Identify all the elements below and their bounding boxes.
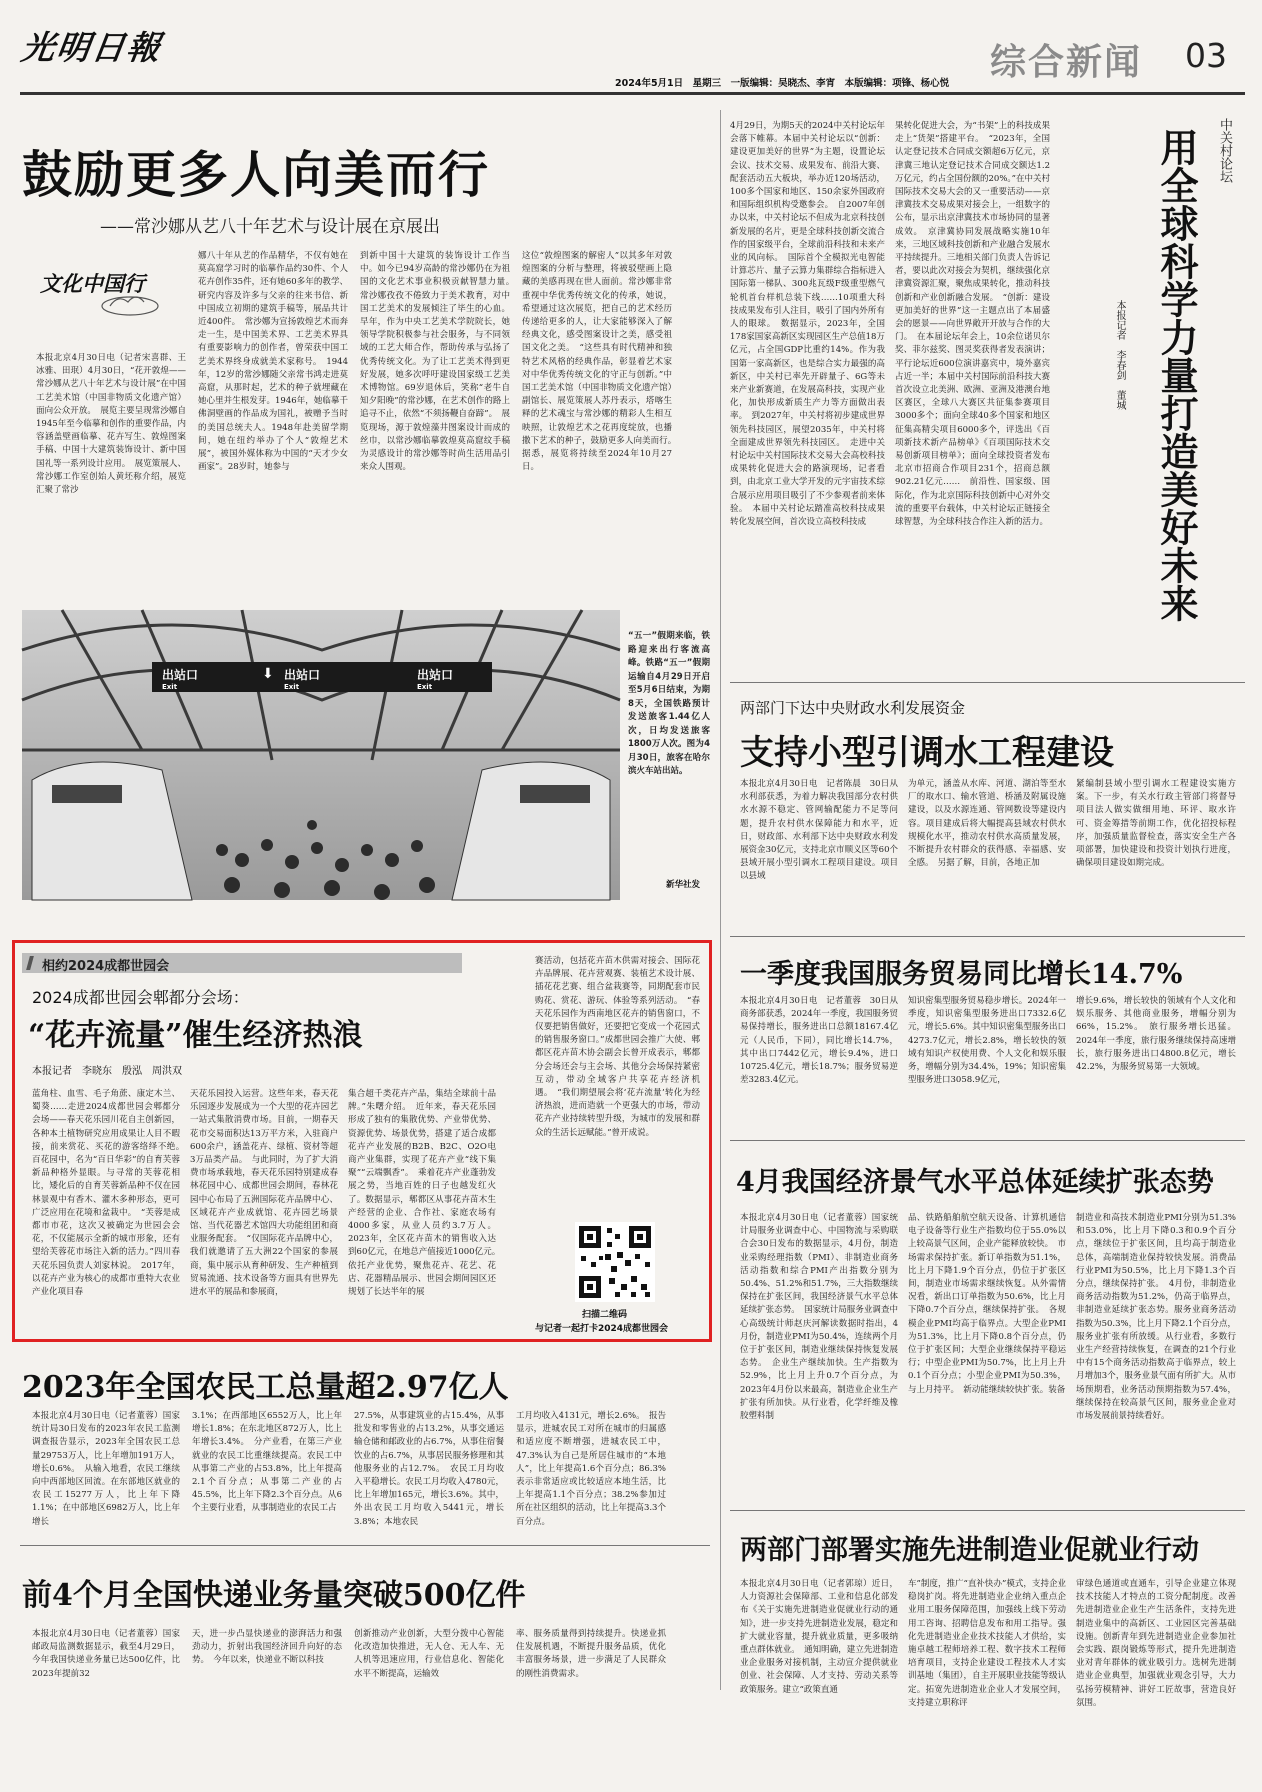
art3-col-2: 为单元，涵盖从水库、河道、湖泊等至水厂的取水口、输水管道、桥涵及附属设施建设，以及水源连通、管网数设等建设内容。项目建成后将大幅提高县域农村供水规模化水平，推动农村供水高质量发展，不断提升农村群众的获得感、幸福感、安全感。 另据了解，目前，各地正加 (908, 779, 1066, 869)
photo-credit: 新华社发 (666, 880, 701, 890)
art2-col-2: 果转化促进大会，为“书架”上的科技成果走上“货架”搭建平台。 “2023年，全国认定登记技术合同成交额超6万亿元，京津冀三地认定登记技术合同成交额达1.2万亿元，约占全国份额的20%。”在中关村国际技术交易大会的又一重要活动——京津冀技术交易成果对接会上，一组数字的公布，显示出京津冀技术市场协同的显著成效。 京津冀协同发展战略实施10年来，三地区域科技创新和产业融合发展水平持续提升。三地相关部门负责人告诉记者，要以此次对接会为契机，继续强化京津冀资源汇聚，聚焦成果转化，推动科技创新和产业创新融合发展。 “创新：建设更加美好的世界”这一主题点出了本届盛会的愿景——向世界敞开开放与合作的大门。 在本届论坛年会上，10余位诺贝尔奖、菲尔兹奖、图灵奖获得者发表演讲；平行论坛近600位演讲嘉宾中，境外嘉宾占近一半；本届中关村国际前沿科技大赛首次设立北美洲、欧洲、亚洲及港澳台地区赛区，全球八大赛区共征集参赛项目3000多个；面向全球40多个国家和地区征集高精尖项目6000多个，评选出《百项新技术新产品榜单》《百项国际技术交易创新项目榜单》；面向全球投资者发布北京市招商合作项目231个，招商总额902.21亿元…… 前沿性、国家级、国际化，作为北京国际科技创新中心对外交流的重要平台载体，中关村论坛正链接全球智慧，为全球科技合作注入新的活力。 (895, 121, 1050, 528)
article-headline: 鼓励更多人向美而行 (22, 145, 490, 204)
art9-col-2: 天，进一步凸显快递业的澎湃活力和强劲动力，折射出我国经济回升向好的态势。 今年以来，快递业不断以科技 (192, 1629, 342, 1666)
art3-col-3: 紧编制县域小型引调水工程建设实施方案。下一步，有关水行政主管部门将督导项目法人做实做细用地、环评、取水许可、资金筹措等前期工作，优化招投标程序，加强质量监督检查，落实安全生产各项部署，加快建设和投资计划执行进度，确保项目建设如期完成。 (1076, 779, 1236, 869)
zgc-byline: 本报记者 李春剑 董城 (1114, 300, 1125, 410)
section-divider-4 (730, 1510, 1245, 1511)
photo-caption: “五一”假期来临，铁路迎来出行客流高峰。铁路“五一”假期运输自4月29日开启至5月6日结束，为期8天，全国铁路预计发送旅客1.44亿人次，日均发送旅客1800万人次。图为4月30日，旅客在哈尔滨火车站出站。 (628, 631, 710, 776)
art9-headline: 前4个月全国快递业务量突破500亿件 (22, 1578, 526, 1613)
section-divider-5 (20, 1545, 710, 1546)
art7-col-1: 本报北京4月30日电（记者董蓉）国家统计局30日发布的2023年农民工监测调查报告显示，2023年全国农民工总量29753万人，比上年增加191万人，增长0.6%。 从输入地看，农民工继续向中西部地区回流。在东部地区就业的农民工15277万人，比上年下降1.1%；在中部地区6982万人，比上年增长 (32, 1411, 180, 1527)
art6-col-2: 品、铁路船舶航空航天设备、计算机通信电子设备等行业生产指数均位于55.0%以上较高景气区间，企业产能释放较快。 市场需求保持扩张。新订单指数为51.1%，比上月下降1.9个百分点，仍位于扩张区间，制造业市场需求继续恢复。从外需情况看，新出口订单指数为50.6%，比上月下降0.7个百分点，继续保持扩张。 各规模企业PMI均高于临界点。大型企业PMI为51.3%，比上月下降0.8个百分点，仍位于扩张区间；大型企业继续保持平稳运行；中型企业PMI为50.7%，比上月上升0.1个百分点；小型企业PMI为50.3%，与上月持平。 新动能继续较快扩张。装备 (908, 1213, 1066, 1395)
exit-sign-3 (417, 666, 453, 691)
article-subtitle: ——常沙娜从艺八十年艺术与设计展在京展出 (100, 217, 440, 237)
art9-col-3: 创新推动产业创新，大型分拨中心智能化改造加快推进，无人仓、无人车、无人机等迅速应用，行业信息化、智能化水平不断提高，运输效 (354, 1629, 504, 1679)
art7-col-4: 工月均收入4131元，增长2.6%。 报告显示，进城农民工对所在城市的归属感和适应度不断增强，进城农民工中，47.3%认为自己是所居住城市的“本地人”，比上年提高1.6个百分点；86.3%表示非常适应或比较适应本地生活，比上年提高1.1个百分点；38.2%参加过所在社区组织的活动，比上年提高3.3个百分点。 (516, 1411, 666, 1527)
exit-sign-1 (162, 666, 198, 691)
art5-col-2: 知识密集型服务贸易稳步增长。2024年一季度，知识密集型服务进出口7332.6亿元，增长5.6%。其中知识密集型服务出口4273.7亿元，增长2.8%，增长较快的领域有知识产权使用费、个人文化和娱乐服务，增幅分别为34.4%，19%；知识密集型服务进口3058.9亿元， (908, 996, 1066, 1086)
qr-caption-2: 与记者一起打卡2024成都世园会 (535, 1324, 669, 1334)
exit-sign-2-label: 出站口 (284, 668, 321, 682)
date-line: 2024年5月1日 星期三 一版编辑：吴晓杰、李宵 本版编辑：项锋、杨心悦 (615, 78, 950, 89)
art6-col-1: 本报北京4月30日电（记者董蓉）国家统计局服务业调查中心、中国物流与采购联合会30日发布的数据显示，4月份，制造业采购经理指数（PMI）、非制造业商务活动指数和综合PMI产出指数分别为50.4%、51.2%和51.7%，三大指数继续保持在扩张区间，我国经济景气水平总体延续扩张态势。 国家统计局服务业调查中心高级统计师赵庆河解读数据时指出，4月份，制造业PMI为50.4%，连续两个月位于扩张区间，制造业继续保持恢复发展态势。 企业生产继续加快。生产指数为52.9%，比上月上升0.7个百分点，为2023年4月份以来最高，制造业企业生产扩张有所加快。从行业看，化学纤维及橡胶塑料制 (740, 1213, 898, 1422)
culture-column-logo (40, 262, 170, 320)
newspaper-logo: 光明日報 (18, 28, 165, 67)
art3-headline: 支持小型引调水工程建设 (740, 733, 1114, 773)
art4-headline: “花卉流量”催生经济热浪 (28, 1018, 363, 1053)
masthead-rule (20, 92, 1245, 95)
exit-sign-2 (284, 666, 320, 691)
exit-sign-1-sub: Exit (162, 683, 178, 691)
art4-kicker: 2024成都世园会郫都分会场： (32, 988, 249, 1007)
art2-col-1: 4月29日，为期5天的2024中关村论坛年会落下帷幕。本届中关村论坛以“创新：建设更加美好的世界”为主题，设置论坛会议、技术交易、成果发布、前沿大赛、配套活动五大板块，举办近120场活动，100多个国家和地区、150余家外国政府和国际组织机构受邀参会。 自2007年创办以来，中关村论坛不但成为北京科技创新发展的名片，更是全球科技创新交流合作的国家级平台，全球前沿科技和未来产业的风向标。 国际首个全模拟光电智能计算芯片、量子云算力集群综合指标进入国际第一梯队、300兆瓦级F级重型燃气轮机首台样机总装下线……10项重大科技成果发布引人注目，吸引了国内外所有人的眼球。 数据显示，2023年，全国178家国家高新区实现园区生产总值18万亿元，占全国GDP比重约14%。作为我国第一家高新区，也是综合实力最强的高新区，中关村已率先开辟量子、6G等未来产业新赛道，在发展高科技，实现产业化，加快形成新质生产力等方面做出表率。 到2027年，中关村将初步建成世界领先科技园区，展望2035年，中关村将全面建成世界领先科技园区。 走进中关村论坛中关村国际技术交易大会高校科技成果转化促进大会的路演现场，记者看到，由北京工业大学开发的元宇宙技术综合展示应用项目吸引了不少参观者前来体验。 本届中关村论坛踏准高校科技成果转化发展空间，首次设立高校科技成 (730, 121, 885, 528)
art8-headline: 两部门部署实施先进制造业促就业行动 (740, 1535, 1199, 1566)
section-divider (730, 682, 1245, 683)
art5-headline: 一季度我国服务贸易同比增长14.7% (740, 959, 1183, 990)
column-divider (720, 110, 721, 1690)
qr-code-icon (575, 1222, 655, 1302)
qr-code[interactable] (575, 1222, 655, 1302)
section-divider-2 (730, 936, 1245, 937)
zgc-label-text: 中关村论坛 (1217, 118, 1232, 183)
exit-sign-2-sub: Exit (284, 683, 300, 691)
art3-col-1: 本报北京4月30日电 记者陈晨 30日从水利部获悉，为着力解决我国部分农村供水水源不稳定、管网输配能力不足等问题，提升农村供水保障能力和水平，近日，财政部、水利部下达中央财政水利发展资金30亿元，支持北京市顺义区等60个县域开展小型引调水工程项目建设。项目以县域 (740, 779, 898, 882)
art1-col-1: 本报北京4月30日电（记者宋喜群、王冰雅、田珉）4月30日，“花开敦煌——常沙娜从艺八十年艺术与设计展”在中国工艺美术馆（中国非物质文化遗产馆）面向公众开放。 展览主要呈现常沙娜自1945年至今临摹和创作的重要作品，内容涵盖壁画临摹、花卉写生、敦煌图案手稿、中国十大建筑装饰设计、新中国国礼等一系列设计应用。 展览策展人、常沙娜工作室创始人黄坯称介绍，展览汇聚了常沙 (36, 353, 186, 496)
section-divider-3 (730, 1140, 1245, 1141)
expo-banner-text: 相约2024成都世园会 (42, 959, 170, 974)
art4-col-2: 天花乐园投入运营。这些年来，春天花乐园逐步发展成为一个大型的花卉园艺一站式集散消费市场。目前，一期春天花市交易面积达13万平方米，入驻商户600余户，涵盖花卉、绿植、资材等超3万品类产品。 与此同时，为了扩大消费市场承载地，春天花乐园特别建成春林花园中心、成都世园会期间，春林花园中心布局了五洲国际花卉品牌中心、区域花卉产业成就馆、花卉园艺场景馆、当代花器艺术馆四大功能组团和商业服务配套。 “仅国际花卉品牌中心，我们就邀请了五大洲22个国家的参展商，集中展示从育种研发、生产种植到贸易流通、技术设备等方面具有世界先进水平的展品和参展商， (190, 1089, 338, 1298)
art3-kicker: 两部门下达中央财政水利发展资金 (740, 699, 966, 717)
station-illustration (22, 610, 620, 900)
expo-banner (22, 953, 462, 973)
page-number: 03 (1185, 36, 1227, 75)
art9-col-1: 本报北京4月30日电（记者董蓉）国家邮政局监测数据显示，截至4月29日，今年我国快递业务量已达500亿件，比2023年提前32 (32, 1629, 180, 1679)
masthead (0, 0, 1262, 95)
banner-bar-icon (26, 956, 34, 970)
culture-column-label: 文化中国行 (40, 271, 145, 296)
exit-sign-3-label: 出站口 (417, 668, 454, 682)
art7-col-2: 3.1%；在西部地区6552万人，比上年增长1.8%；在东北地区872万人，比上年增长3.4%。 分产业看，在第三产业就业的农民工比重继续提高。农民工中从事第二产业的占53.8%，比上年提高2.1个百分点；从事第二产业的占45.5%，比上年下降2.3个百分点。从6个主要行业看，从事制造业的农民工占 (192, 1411, 342, 1514)
section-title: 综合新闻 (990, 42, 1143, 83)
train-station-photo (22, 610, 620, 900)
exit-sign-3-sub: Exit (417, 683, 433, 691)
art4-col-4: 赛活动，包括花卉苗木供需对接会、国际花卉品牌展、花卉营观赛、装植艺术设计展、插花花艺赛、组合盆栽赛等，同期配套市民购花、赏花、游玩、体验等系列活动。 “春天花乐园作为西南地区花卉的销售窗口，不仅要把销售做好，还要把它变成一个花园式的销售服务窗口。”成都世园会推广大使、郫都区花卉苗木协会副会长曾开成表示，郫都分会场还会与主会场、其他分会场保持紧密互动，带动全域客户共享花卉经济机遇。 “我们期望展会将‘花卉流量’转化为经济热浪，进而造就一个更强大的市场，带动花卉产业持续转型升级，为城市的发展和群众的生活长远赋能。”曾开成说。 (535, 956, 700, 1138)
art4-byline: 本报记者 李晓东 殷泓 周洪双 (32, 1066, 182, 1077)
art8-col-3: 审绿色通道或直通车，引导企业建立体现技术技能人才特点的工资分配制度。改善先进制造业企业生产生活条件，支持先进制造业集中的高新区、工业园区完善基础设施。创新青年到先进制造业企业参加社会实践、跟岗锻炼等形式，提升先进制造业对青年群体的就业吸引力。选树先进制造业企业典型，加强就业观念引导，大力弘扬劳模精神、讲好工匠故事，营造良好氛围。 (1076, 1579, 1236, 1708)
art8-col-2: 车”制度，推广“直补快办”模式，支持企业稳岗扩岗。将先进制造业企业纳入重点企业用工服务保障范围，加强线上线下劳动用工咨询、招聘信息发布和用工指导。强化先进制造业企业技术技能人才供给，实施卓越工程师培养工程、数字技术工程师培育项目，支持企业建设工程技术人才实训基地（集团），自主开展职业技能等级认定。拓宽先进制造业企业人才发展空间，支持建立职称评 (908, 1579, 1066, 1708)
art5-col-3: 增长9.6%，增长较快的领域有个人文化和娱乐服务、其他商业服务，增幅分别为66%，15.2%。 旅行服务增长迅猛。2024年一季度，旅行服务继续保持高速增长，旅行服务进出口4800.8亿元，增长42.2%，为服务贸易第一大领域。 (1076, 996, 1236, 1073)
art6-headline: 4月我国经济景气水平总体延续扩张态势 (736, 1167, 1214, 1198)
art4-col-1: 蓝角柱、血雪、毛子角蔗、康定木兰、蜀葵……走进2024成都世园会郫都分会场——春天花乐园川花自主创新园，各种本土植物研究应用成果让人目不暇接，前来赏花、买花的游客络绎不绝。 百花园中，名为“百日华彩”的自育芙蓉新品种格外显眼。与寻常的芙蓉花相比，矮化后的自育芙蓉新品种不仅在园林景观中有香木、灌木多种形态，更可广泛应用在花境和盆栽中。 “芙蓉是成都市市花，这次又被确定为世园会会花，不仅能展示全新的城市形象，还有望给芙蓉花市场注入新的活力。”四川春天花乐园负责人刘家林说。 2017年，以花卉产业为核心的成都市重特大农业产业化项目春 (32, 1089, 189, 1298)
art7-col-3: 27.5%，从事建筑业的占15.4%，从事批发和零售业的占13.2%，从事交通运输仓储和邮政业的占6.7%，从事住宿餐饮业的占6.7%，从事居民服务修理和其他服务业的占12.7%。 农民工月均收入平稳增长。农民工月均收入4780元，比上年增加165元，增长3.6%。其中，外出农民工月均收入5441元，增长3.8%；本地农民 (354, 1411, 504, 1527)
down-arrow-icon: ⬇ (262, 666, 274, 682)
art1-col-2: 娜八十年从艺的作品精华，不仅有她在莫高窟学习时的临摹作品约30件、个人花卉创作35件，还有她60多年的教学、研究内容及许多与父亲的往来书信、新中国成立初期的建筑手稿等，展品共计近400件。 常沙娜为宣扬敦煌艺术而奔走一生，是中国美术界、工艺美术界具有重要影响力的创作者，曾荣获中国工艺美术界终身成就美术家称号。 1944年，12岁的常沙娜随父亲常书鸿走进莫高窟，从那时起，艺术的种子就埋藏在她心里并生根发芽。1946年，她临摹千佛洞壁画的作品成为国礼，被赠予当时的美国总统夫人。1948年赴美留学期间，她在纽约举办了个人“敦煌艺术展”，被国外媒体称为中国的“天才少女画家”。28岁时，她参与 (198, 251, 348, 473)
art4-col-3: 集合超千类花卉产品，集结全球前十品牌。”朱曙介绍。 近年来，春天花乐园形成了独有的集散优势、产业带优势、资源优势、场景优势，搭建了适合成都花卉产业发展的B2B、B2C、O2O电商产业集群，实现了花卉产业“线下集聚”“云端飘香”。 乘着花卉产业蓬勃发展之势，当地百姓的日子也越发红火了。数据显示，郫都区从事花卉苗木生产经营的企业、合作社、家庭农场有4000多家，从业人员约3.7万人。2023年，全区花卉苗木的销售收入达到60亿元，在地总产值接近1000亿元。 依托产业优势，聚焦花卉、花艺、花店、花器精品展示、世园会期间园区还规划了长达半年的展 (348, 1089, 505, 1298)
art1-col-3: 到新中国十大建筑的装饰设计工作当中。如今已94岁高龄的常沙娜仍在为祖国的文化艺术事业积极贡献智慧力量。 常沙娜孜孜不倦致力于美术教育，对中国工艺美术的发展倾注了毕生的心血。早年，作为中央工艺美术学院院长，她领导学院积极参与社会服务，与不同领域的工艺大师合作，帮助传承与弘扬了优秀传统文化。为了让工艺美术得到更好发展，她多次呼吁建设国家级工艺美术博物馆。69岁退休后，笑称“老牛自知夕阳晚”的常沙娜，在艺术创作的路上追寻不止，依然“不须扬鞭自奋蹄”。 展览现场，源于敦煌藻井图案设计而成的丝巾，以常沙娜临摹敦煌莫高窟纹手稿为灵感设计的常沙娜等时尚生活用品引来众人围观。 (360, 251, 519, 473)
art8-col-1: 本报北京4月30日电（记者郭琼）近日，人力资源社会保障部、工业和信息化部发布《关于实施先进制造业促就业行动的通知》，进一步支持先进制造业发展，稳定和扩大就业容量，提升就业质量，更多吸纳重点群体就业。 通知明确，建立先进制造业企业服务对接机制，主动宣介提供就业创业、社会保障、人才支持、劳动关系等政策服务。建立“政策直通 (740, 1579, 898, 1695)
art6-col-3: 制造业和高技术制造业PMI分别为51.3%和53.0%，比上月下降0.3和0.9个百分点，继续位于扩张区间，且均高于制造业总体，高端制造业保持较快发展。消费品行业PMI为50.5%，比上月下降1.3个百分点，继续保持扩张。 4月份，非制造业商务活动指数为51.2%，仍高于临界点，非制造业延续扩张态势。服务业商务活动指数为50.3%，比上月下降2.1个百分点，服务业扩张有所放缓。从行业看，多数行业生产经营持续恢复，在调查的21个行业中有15个商务活动指数高于临界点，较上月增加3个，服务业景气面有所扩大。从市场预期看，业务活动预期指数为57.4%，继续保持在较高景气区间，服务业企业对市场发展前景持续看好。 (1076, 1213, 1236, 1422)
qr-caption-1: 扫描二维码 (582, 1310, 628, 1320)
art7-headline: 2023年全国农民工总量超2.97亿人 (22, 1370, 509, 1405)
art1-col-4: 这位“敦煌图案的解密人”以其多年对敦煌图案的分析与整理，将被驳壁画上隐藏的美感再现在世人面前。常沙娜非常重视中华优秀传统文化的传承，她说，希望通过这次展览，把自己的艺术经历传递给更多的人，让大家能够深入了解经典文化，感受图案设计之美，感受祖国文化之美。 “这些具有时代精神和独特艺术风格的经典作品，彰显着艺术家对中华优秀传统文化的守正与创新。”中国工艺美术馆（中国非物质文化遗产馆）副馆长、展览策展人苏丹表示，塔喀生释的艺术魂宝与常沙娜的精彩人生相互映照，让敦煌艺术之花再度绽放，也播撒下艺术的种子，鼓励更多人向美而行。 据悉，展览将持续至2024年10月27日。 (522, 251, 681, 473)
art5-col-1: 本报北京4月30日电 记者董蓉 30日从商务部获悉，2024年一季度，我国服务贸易保持增长，服务进出口总额18167.4亿元（人民币，下同），同比增长14.7%，其中出口7442亿元，增长9.4%，进口10725.4亿元，增长18.7%；服务贸易逆差3283.4亿元。 (740, 996, 898, 1086)
zgc-headline: 用全球科学力量打造美好未来 (1154, 128, 1199, 622)
exit-sign-1-label: 出站口 (162, 668, 199, 682)
art9-col-4: 率、服务质量得到持续提升。快递业抓住发展机遇，不断提升服务品质，优化丰富服务场景，进一步满足了人民群众的刚性消费需求。 (516, 1629, 666, 1679)
zgc-label (1212, 118, 1232, 183)
